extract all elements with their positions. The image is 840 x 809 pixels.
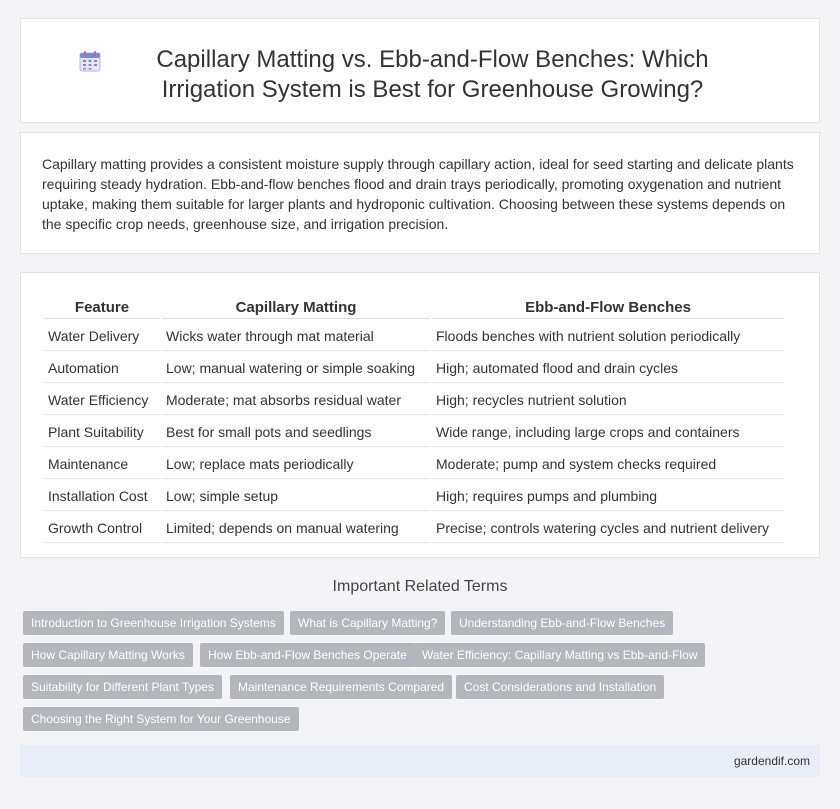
table-cell: Wide range, including large crops and containers [432,417,784,447]
table-row [44,321,784,351]
table-cell: Water Efficiency [44,385,160,415]
comparison-table [42,293,786,545]
related-term-tag[interactable]: Cost Considerations and Installation [456,675,664,699]
intro-card [20,132,820,254]
table-row [44,449,784,479]
table-row [44,417,784,447]
related-term-tag[interactable]: Understanding Ebb-and-Flow Benches [451,611,673,635]
table-cell: High; recycles nutrient solution [432,385,784,415]
page-title: Capillary Matting vs. Ebb-and-Flow Benches: Which Irrigation System is Best for Greenhouse Growing? [156,46,709,103]
footer [20,745,820,777]
header-card [20,18,820,123]
table-header-row [44,295,784,319]
table-cell: Best for small pots and seedlings [162,417,430,447]
table-cell: Automation [44,353,160,383]
table-cell: Water Delivery [44,321,160,351]
column-header: Feature [44,295,160,319]
related-term-tag[interactable]: Choosing the Right System for Your Greenhouse [23,707,299,731]
related-term-tag[interactable]: What is Capillary Matting? [290,611,445,635]
table-row [44,385,784,415]
related-term-tag[interactable]: Suitability for Different Plant Types [23,675,222,699]
table-row [44,481,784,511]
related-term-tag[interactable]: Water Efficiency: Capillary Matting vs Ebb-and-Flow [414,643,705,667]
table-cell: High; requires pumps and plumbing [432,481,784,511]
comparison-table-card [20,272,820,558]
related-term-tag[interactable]: Introduction to Greenhouse Irrigation Systems [23,611,284,635]
table-cell: Moderate; pump and system checks required [432,449,784,479]
table-cell: Low; replace mats periodically [162,449,430,479]
intro-paragraph: Capillary matting provides a consistent moisture supply through capillary action, ideal for seed starting and delicate plants requiring steady hydration. Ebb-and-flow benches flood and drain trays periodically, promoting oxygenation and nutrient uptake, making them suitable for larger plants and hydroponic cultivation. Choosing between these systems depends on the specific crop needs, greenhouse size, and irrigation precision. [42,156,794,232]
related-terms-heading: Important Related Terms [332,578,508,595]
column-header: Ebb-and-Flow Benches [432,295,784,319]
table-cell: Precise; controls watering cycles and nutrient delivery [432,513,784,543]
table-row [44,513,784,543]
site-link[interactable]: gardendif.com [733,754,810,768]
related-term-tag[interactable]: How Capillary Matting Works [23,643,193,667]
table-cell: Maintenance [44,449,160,479]
table-cell: Low; manual watering or simple soaking [162,353,430,383]
table-row [44,353,784,383]
table-cell: Limited; depends on manual watering [162,513,430,543]
table-cell: High; automated flood and drain cycles [432,353,784,383]
table-cell: Low; simple setup [162,481,430,511]
table-cell: Plant Suitability [44,417,160,447]
table-cell: Moderate; mat absorbs residual water [162,385,430,415]
table-cell: Floods benches with nutrient solution periodically [432,321,784,351]
column-header: Capillary Matting [162,295,430,319]
related-term-tag[interactable]: How Ebb-and-Flow Benches Operate [200,643,415,667]
table-cell: Growth Control [44,513,160,543]
table-cell: Wicks water through mat material [162,321,430,351]
table-cell: Installation Cost [44,481,160,511]
related-term-tag[interactable]: Maintenance Requirements Compared [230,675,452,699]
